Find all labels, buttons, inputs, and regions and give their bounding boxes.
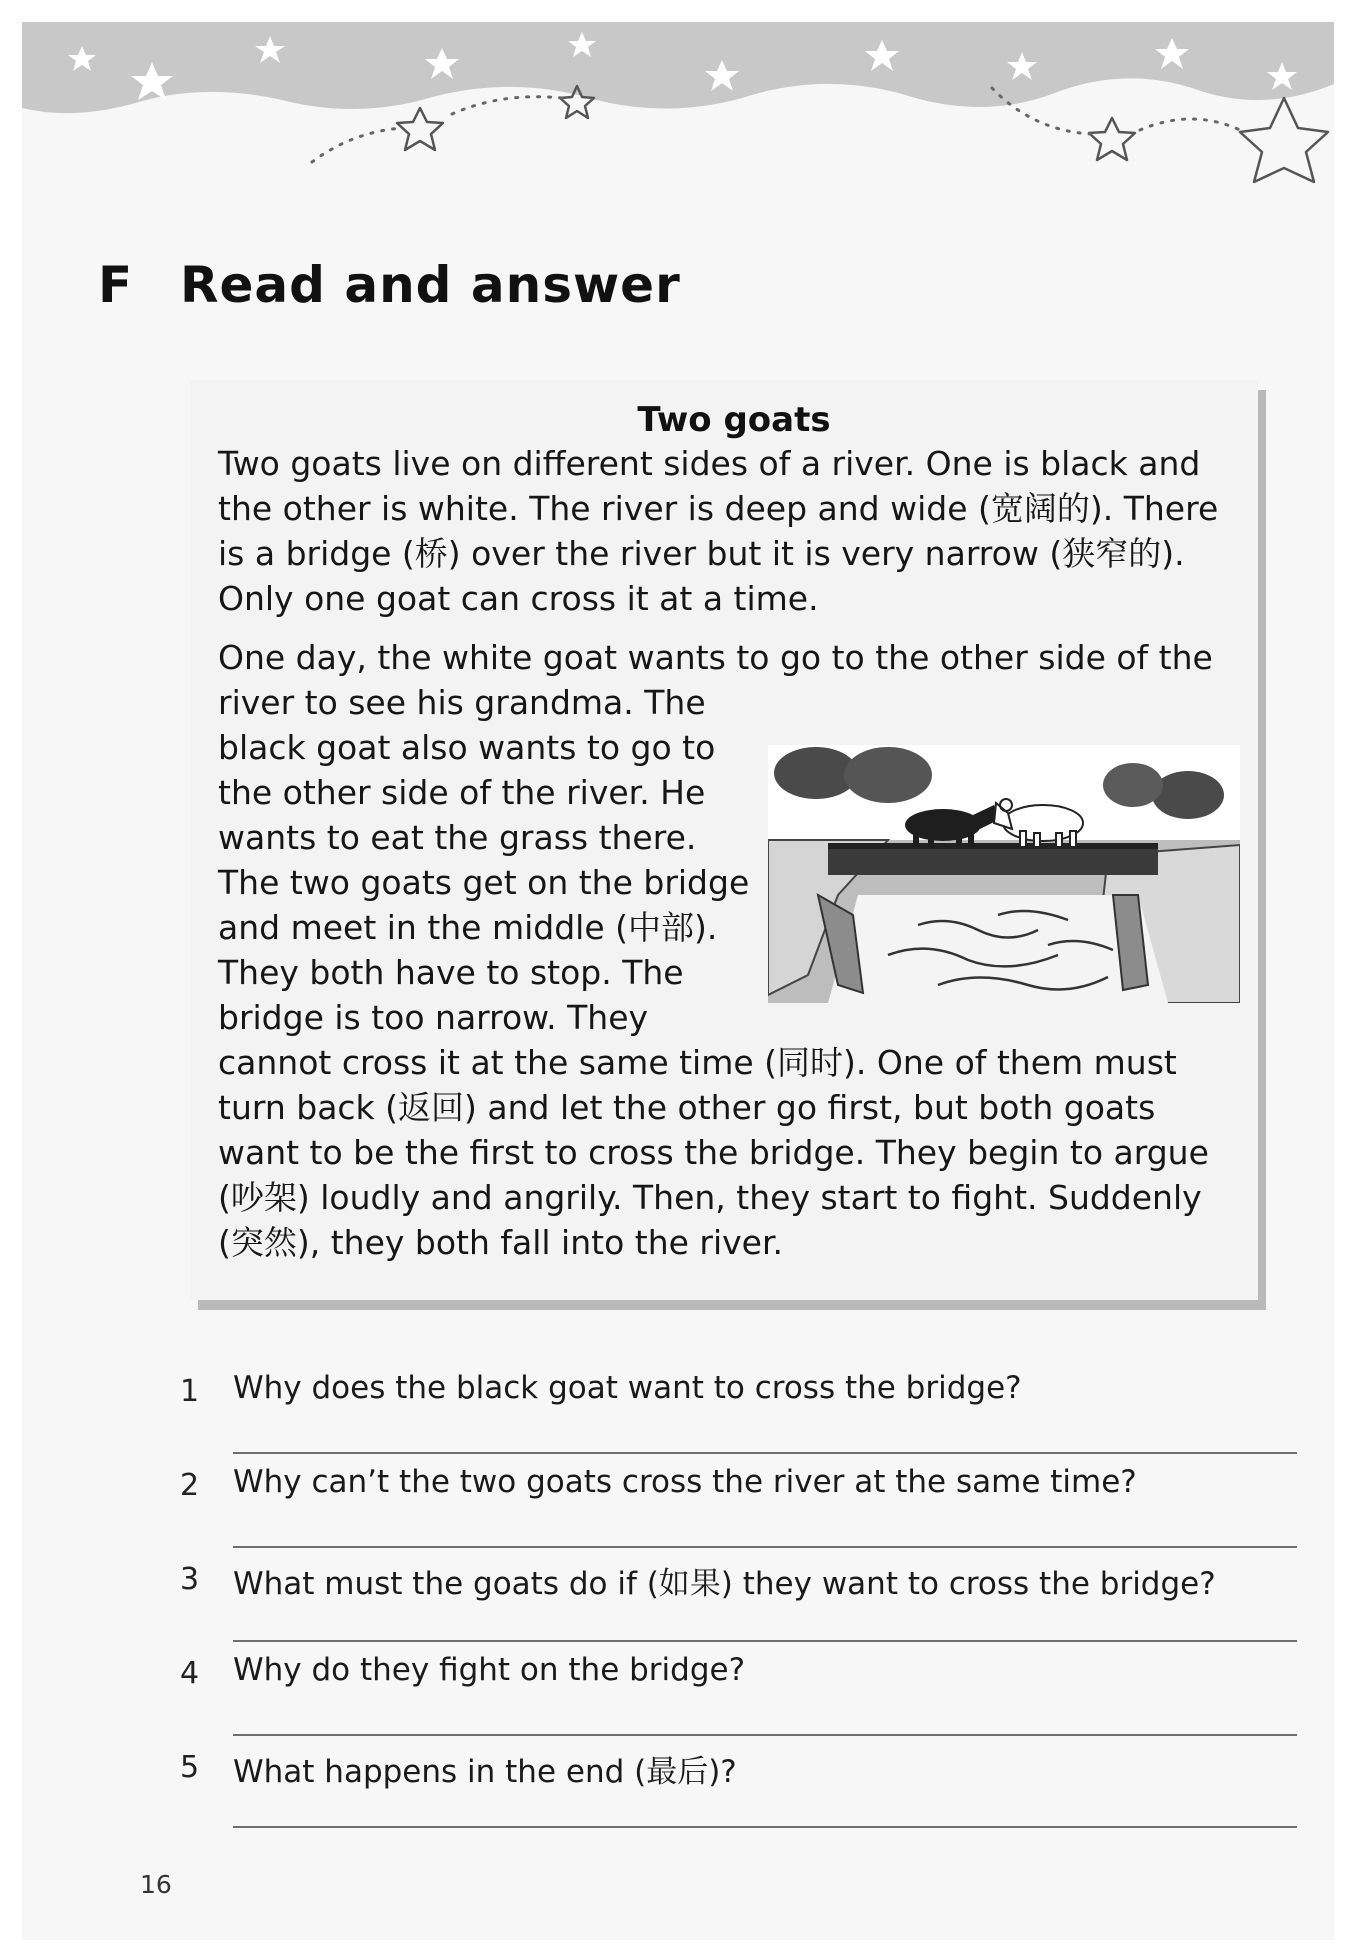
story-line: (突然), they both fall into the river. [218,1223,783,1262]
section-title: Read and answer [180,256,681,314]
question-text: What must the goats do if (如果) they want to cross the bridge? [233,1566,1216,1602]
page-number: 16 [140,1870,172,1899]
story-line: black goat also wants to go to [218,728,716,767]
answer-line[interactable] [233,1826,1297,1828]
question-text: Why can’t the two goats cross the river at the same time? [233,1464,1137,1500]
question-number: 3 [180,1562,200,1597]
story-paragraph-1 [218,441,1258,621]
story-line: the other is white. The river is deep and wide (宽阔的). There [218,489,1219,528]
story-line: river to see his grandma. The [218,683,706,722]
story-line: and meet in the middle (中部). [218,908,718,947]
goats-on-bridge-illustration [768,745,1240,1003]
star-outline-icon [397,108,443,150]
story-line: cannot cross it at the same time (同时). One of them must [218,1043,1177,1082]
question-number: 2 [180,1468,200,1503]
question-number: 4 [180,1656,200,1691]
story-line: The two goats get on the bridge [218,863,750,902]
story-line: the other side of the river. He [218,773,706,812]
story-line: Only one goat can cross it at a time. [218,579,819,618]
answer-line[interactable] [233,1546,1297,1548]
story-line: is a bridge (桥) over the river but it is very narrow (狭窄的). [218,534,1185,573]
story-line: They both have to stop. The [218,953,684,992]
story-line: Two goats live on different sides of a river. One is black and [218,444,1201,483]
question-number: 5 [180,1750,200,1785]
question-text: What happens in the end (最后)? [233,1754,737,1790]
star-outline-icon [1240,98,1328,182]
answer-line[interactable] [233,1640,1297,1642]
story-line: wants to eat the grass there. [218,818,697,857]
story-line: turn back (返回) and let the other go first, but both goats [218,1088,1156,1127]
star-outline-icon [1089,118,1135,160]
question-text: Why does the black goat want to cross the bridge? [233,1370,1022,1406]
star-banner [22,22,1334,212]
question-number: 1 [180,1374,200,1409]
story-line: want to be the first to cross the bridge. They begin to argue [218,1133,1209,1172]
section-letter: F [98,256,133,314]
story-line: One day, the white goat wants to go to the other side of the [218,638,1213,677]
story-line: (吵架) loudly and angrily. Then, they start to fight. Suddenly [218,1178,1202,1217]
question-text: Why do they fight on the bridge? [233,1652,746,1688]
answer-line[interactable] [233,1452,1297,1454]
story-line: bridge is too narrow. They [218,998,649,1037]
answer-line[interactable] [233,1734,1297,1736]
story-title: Two goats [637,400,831,440]
